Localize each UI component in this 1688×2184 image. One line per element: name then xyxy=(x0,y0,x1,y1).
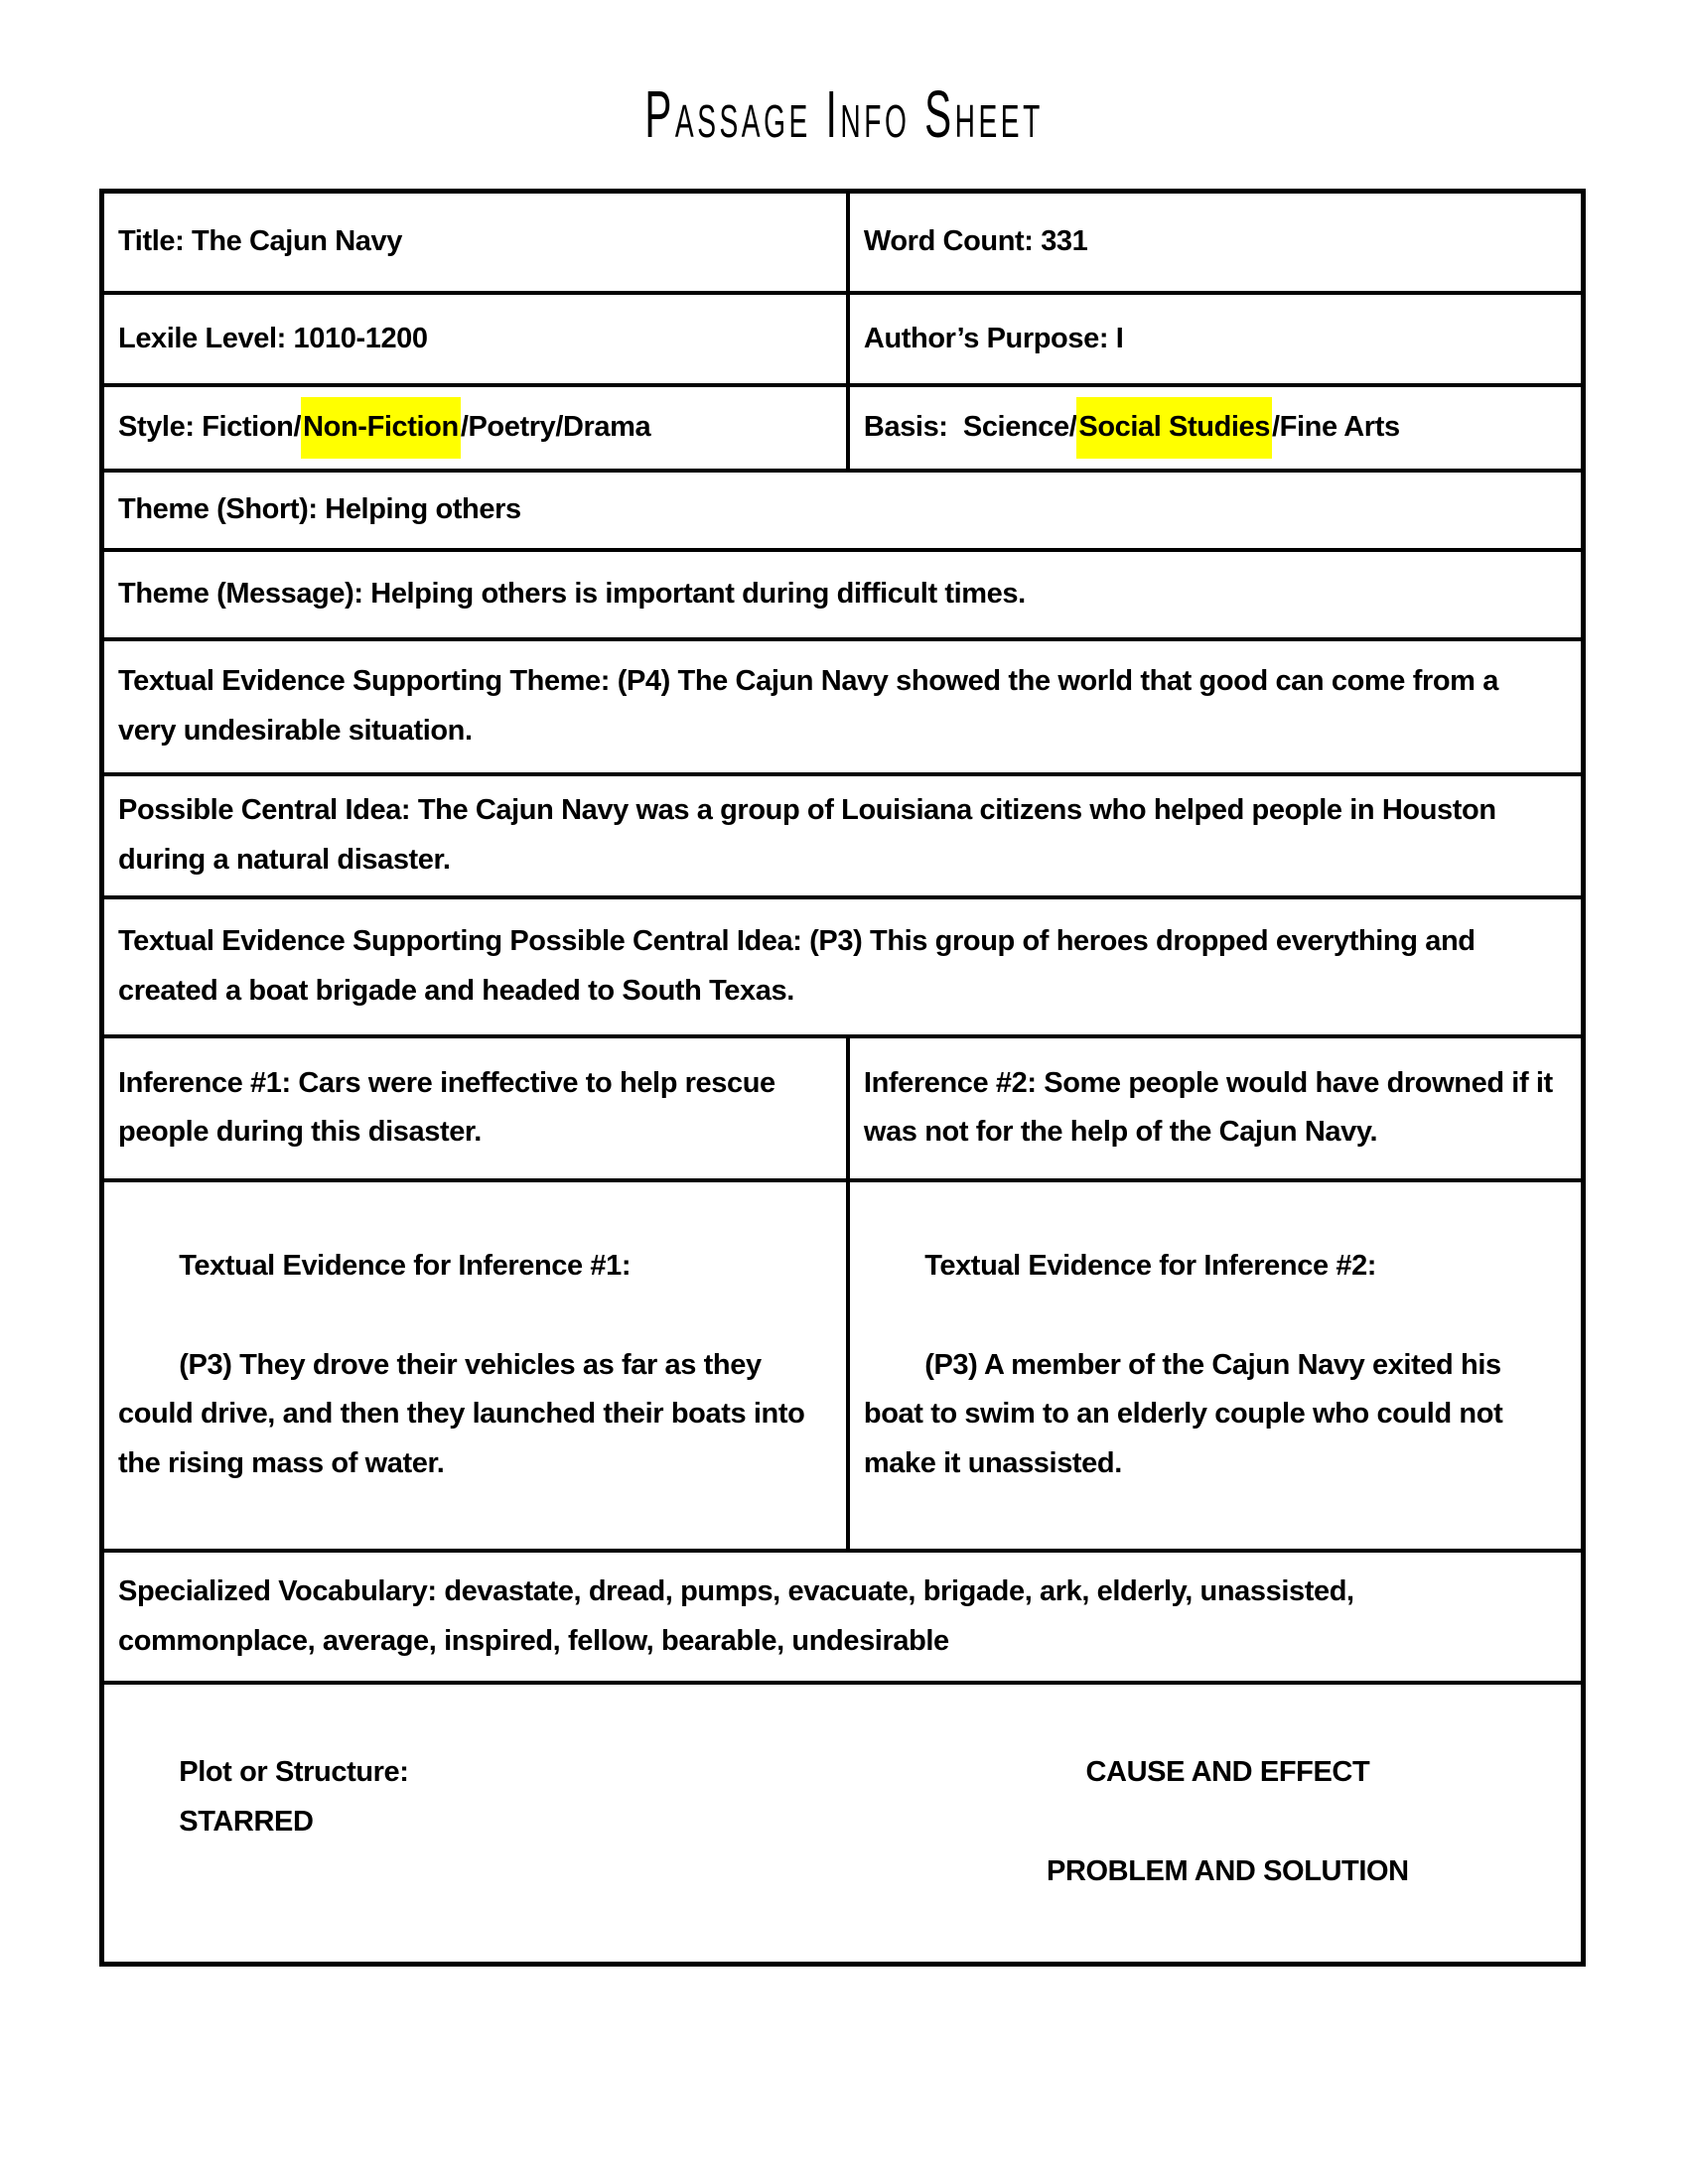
row-theme-short xyxy=(104,469,1581,548)
inference-1-cell: Inference #1: Cars were ineffective to help rescue people during this disaster. xyxy=(104,1038,850,1178)
plot-structure-label: Plot or Structure: xyxy=(179,1755,409,1788)
row-inferences xyxy=(104,1034,1581,1178)
passage-info-table xyxy=(99,189,1586,1967)
lexile-level-cell: Lexile Level: 1010-1200 xyxy=(104,295,850,383)
row-theme-message xyxy=(104,548,1581,637)
basis-cell xyxy=(850,387,1581,469)
plot-structure-options xyxy=(895,1699,1499,1946)
style-highlighted-choice: Non-Fiction xyxy=(301,397,461,459)
row-style-basis xyxy=(104,383,1581,469)
evidence-central-idea-cell: Textual Evidence Supporting Possible Central Idea: (P3) This group of heroes dropped everything and created a boat brigade and headed to South Texas. xyxy=(118,925,1483,1007)
word-count-cell: Word Count: 331 xyxy=(863,225,1088,258)
plot-structure-cell xyxy=(104,1685,1581,1962)
page-title-text: Passage Info Sheet xyxy=(644,76,1044,152)
row-plot-structure xyxy=(104,1681,1581,1962)
row-title-wordcount xyxy=(104,194,1581,291)
theme-short-cell: Theme (Short): Helping others xyxy=(118,492,521,525)
style-prefix: Style: Fiction/ xyxy=(118,411,302,443)
row-central-idea xyxy=(104,772,1581,895)
theme-message-cell: Theme (Message): Helping others is important during difficult times. xyxy=(118,577,1026,610)
evidence-inference-2-body: (P3) A member of the Cajun Navy exited his boat to swim to an elderly couple who could not make it unassisted. xyxy=(863,1348,1510,1480)
evidence-theme-cell: Textual Evidence Supporting Theme: (P4) The Cajun Navy showed the world that good can come from a very undesirable situation. xyxy=(118,665,1506,747)
evidence-inference-1-title: Textual Evidence for Inference #1: xyxy=(179,1249,632,1282)
authors-purpose-cell: Author’s Purpose: I xyxy=(863,322,1124,354)
title-cell: Title: The Cajun Navy xyxy=(104,194,850,291)
evidence-inference-2-cell xyxy=(850,1182,1581,1549)
basis-highlighted-choice: Social Studies xyxy=(1076,397,1272,459)
style-cell xyxy=(104,387,850,469)
inference-2-cell: Inference #2: Some people would have drowned if it was not for the help of the Cajun Navy. xyxy=(863,1066,1561,1149)
evidence-inference-1-cell xyxy=(104,1182,850,1549)
basis-prefix: Basis: Science/ xyxy=(863,411,1077,443)
style-suffix: /Poetry/Drama xyxy=(460,411,651,443)
row-evidence-inferences xyxy=(104,1178,1581,1549)
plot-option-problem-solution: PROBLEM AND SOLUTION xyxy=(1047,1854,1409,1887)
evidence-inference-1-body: (P3) They drove their vehicles as far as they could drive, and then they launched their boats into the rising mass of water. xyxy=(118,1348,813,1480)
evidence-inference-2-title: Textual Evidence for Inference #2: xyxy=(924,1249,1377,1282)
central-idea-cell: Possible Central Idea: The Cajun Navy was a group of Louisiana citizens who helped people in Houston during a natural disaster. xyxy=(118,794,1504,876)
plot-structure-value: STARRED xyxy=(179,1805,314,1838)
plot-option-cause-effect: CAUSE AND EFFECT xyxy=(1085,1755,1370,1788)
row-evidence-central-idea xyxy=(104,895,1581,1034)
specialized-vocabulary-cell: Specialized Vocabulary: devastate, dread, pumps, evacuate, brigade, ark, elderly, unassisted, commonplace, average, inspired, fellow, bearable, undesirable xyxy=(118,1574,1362,1657)
page-title xyxy=(0,76,1688,152)
row-specialized-vocabulary xyxy=(104,1549,1581,1681)
basis-suffix: /Fine Arts xyxy=(1272,411,1400,443)
row-lexile-purpose xyxy=(104,291,1581,383)
row-evidence-theme xyxy=(104,637,1581,772)
